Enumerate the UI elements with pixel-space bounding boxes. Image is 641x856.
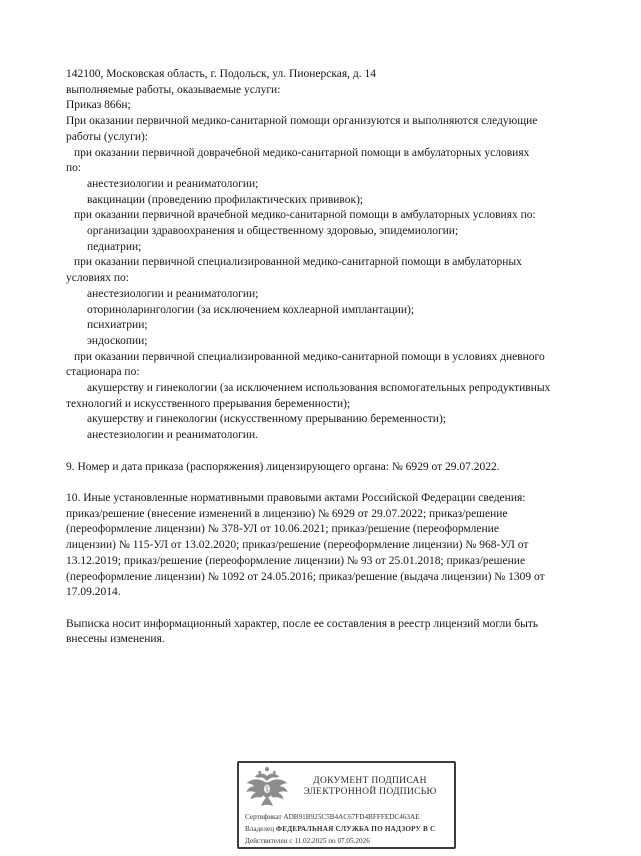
document-line: Приказ 866н; xyxy=(66,99,131,112)
document-line: анестезиологии и реаниматологии; xyxy=(87,287,259,300)
document-line: эндоскопии; xyxy=(87,334,148,347)
stamp-owner-row xyxy=(245,824,454,836)
document-line: 17.09.2014. xyxy=(66,586,121,599)
document-line: организации здравоохранения и общественному здоровью, эпидемиологии; xyxy=(87,225,459,238)
stamp-header xyxy=(239,763,454,809)
stamp-title xyxy=(290,776,450,799)
document-line: при оказании первичной специализированной медико-санитарной помощи в амбулаторных xyxy=(74,256,522,269)
owner-label: Владелец xyxy=(245,824,275,833)
stamp-certificate-row xyxy=(245,812,454,824)
document-line: вакцинации (проведению профилактических прививок); xyxy=(87,193,364,206)
document-line: условиях по: xyxy=(66,272,129,285)
signature-stamp xyxy=(237,761,456,849)
document-line: стационара по: xyxy=(66,366,140,379)
document-line: технологий и искусственного прерывания беременности); xyxy=(66,397,351,410)
document-line: при оказании первичной специализированной медико-санитарной помощи в условиях дневного xyxy=(74,350,545,363)
stamp-title-line2: ЭЛЕКТРОННОЙ ПОДПИСЬЮ xyxy=(303,787,437,797)
stamp-title-line1: ДОКУМЕНТ ПОДПИСАН xyxy=(313,775,427,786)
document-line: педиатрии; xyxy=(87,240,142,253)
document-line: акушерству и гинекологии (за исключением использования вспомогательных репродуктивных xyxy=(87,382,551,395)
stamp-validity-row xyxy=(245,836,454,848)
coat-of-arms-icon xyxy=(244,766,290,808)
document-line: 142100, Московская область, г. Подольск, ул. Пионерская, д. 14 xyxy=(66,68,376,80)
document-line: анестезиологии и реаниматологии. xyxy=(87,429,259,442)
document-line: психиатрии; xyxy=(87,319,148,332)
document-line: анестезиологии и реаниматологии; xyxy=(87,177,259,190)
document-line: выполняемые работы, оказываемые услуги: xyxy=(66,83,281,96)
document-line xyxy=(66,444,581,460)
document-line: по: xyxy=(66,162,82,175)
document-line: приказ/решение (внесение изменений в лицензию) № 6929 от 29.07.2022; приказ/решение xyxy=(66,507,508,520)
document-line: внесены изменения. xyxy=(66,633,165,646)
document-line: Выписка носит информационный характер, после ее составления в реестр лицензий могли быть xyxy=(66,617,539,630)
document-line: оториноларингологии (за исключением кохлеарной имплантации); xyxy=(87,303,415,316)
owner-value: ФЕДЕРАЛЬНАЯ СЛУЖБА ПО НАДЗОРУ В С xyxy=(275,824,436,833)
validity-text: Действителен с 11.02.2025 по 07.05.2026 xyxy=(245,836,370,845)
certificate-value: ADB91B925C5B4AC67FD4BFFFEDC463AE xyxy=(283,813,420,821)
document-line: 10. Иные установленные нормативными правовыми актами Российской Федерации сведения: xyxy=(66,491,526,504)
stamp-details xyxy=(239,809,454,847)
document-line: лицензии) № 115-УЛ от 13.02.2020; приказ/решение (переоформление лицензии) № 968-УЛ от xyxy=(66,539,529,552)
document-line: акушерству и гинекологии (искусственному прерыванию беременности); xyxy=(87,413,446,426)
certificate-label: Сертификат xyxy=(245,813,282,821)
document-line xyxy=(66,475,581,491)
document-line: 13.12.2019; приказ/решение (переоформление лицензии) № 93 от 25.01.2018; приказ/решение xyxy=(66,554,526,567)
document-line: (переоформление лицензии) № 378-УЛ от 10.06.2021; приказ/решение (переоформление xyxy=(66,523,499,536)
document-line: при оказании первичной доврачебной медико-санитарной помощи в амбулаторных условиях xyxy=(74,146,530,159)
document-line: (переоформление лицензии) № 1092 от 24.05.2016; приказ/решение (выдача лицензии) № 1309 от xyxy=(66,570,545,583)
document-line: 9. Номер и дата приказа (распоряжения) лицензирующего органа: № 6929 от 29.07.2022. xyxy=(66,460,500,473)
document-body xyxy=(66,67,581,648)
document-line: При оказании первичной медико-санитарной помощи организуются и выполняются следующие xyxy=(66,115,538,128)
document-line xyxy=(66,601,581,617)
document-line: при оказании первичной врачебной медико-санитарной помощи в амбулаторных условиях по: xyxy=(74,209,536,222)
document-line: работы (услуги): xyxy=(66,130,148,143)
